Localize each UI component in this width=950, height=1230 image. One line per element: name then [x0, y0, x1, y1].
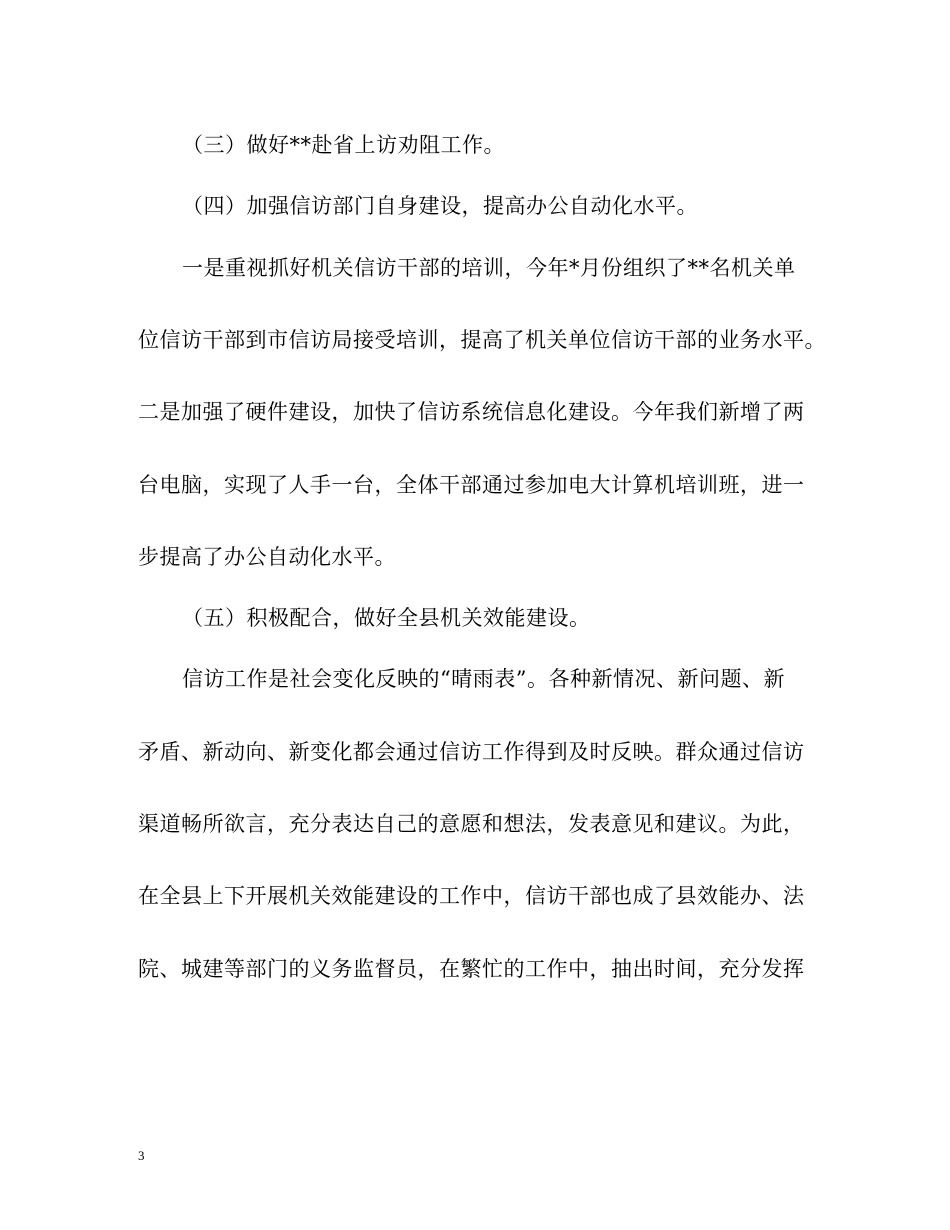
paragraph-line: 矛盾、新动向、新变化都会通过信访工作得到及时反映。群众通过信访 — [138, 740, 805, 764]
paragraph-line: 院、城建等部门的义务监督员，在繁忙的工作中，抽出时间，充分发挥 — [138, 957, 805, 981]
paragraph-line: 台电脑，实现了人手一台，全体干部通过参加电大计算机培训班，进一 — [138, 473, 805, 497]
paragraph-line: 在全县上下开展机关效能建设的工作中，信访干部也成了县效能办、法 — [138, 884, 805, 908]
paragraph-line: 渠道畅所欲言，充分表达自己的意愿和想法，发表意见和建议。为此， — [138, 812, 805, 836]
heading-three: （三）做好**赴省上访劝阻工作。 — [182, 133, 505, 157]
page-number: 3 — [138, 1148, 145, 1163]
heading-four: （四）加强信访部门自身建设，提高办公自动化水平。 — [182, 194, 698, 218]
paragraph-line: 一是重视抓好机关信访干部的培训，今年*月份组织了**名机关单 — [182, 256, 796, 280]
paragraph-line: 二是加强了硬件建设，加快了信访系统信息化建设。今年我们新增了两 — [138, 400, 805, 424]
heading-five: （五）积极配合，做好全县机关效能建设。 — [182, 606, 591, 630]
paragraph-line: 位信访干部到市信访局接受培训，提高了机关单位信访干部的业务水平。 — [138, 328, 826, 352]
paragraph-line: 步提高了办公自动化水平。 — [138, 545, 396, 569]
paragraph-line: 信访工作是社会变化反映的“晴雨表”。各种新情况、新问题、新 — [182, 667, 785, 691]
